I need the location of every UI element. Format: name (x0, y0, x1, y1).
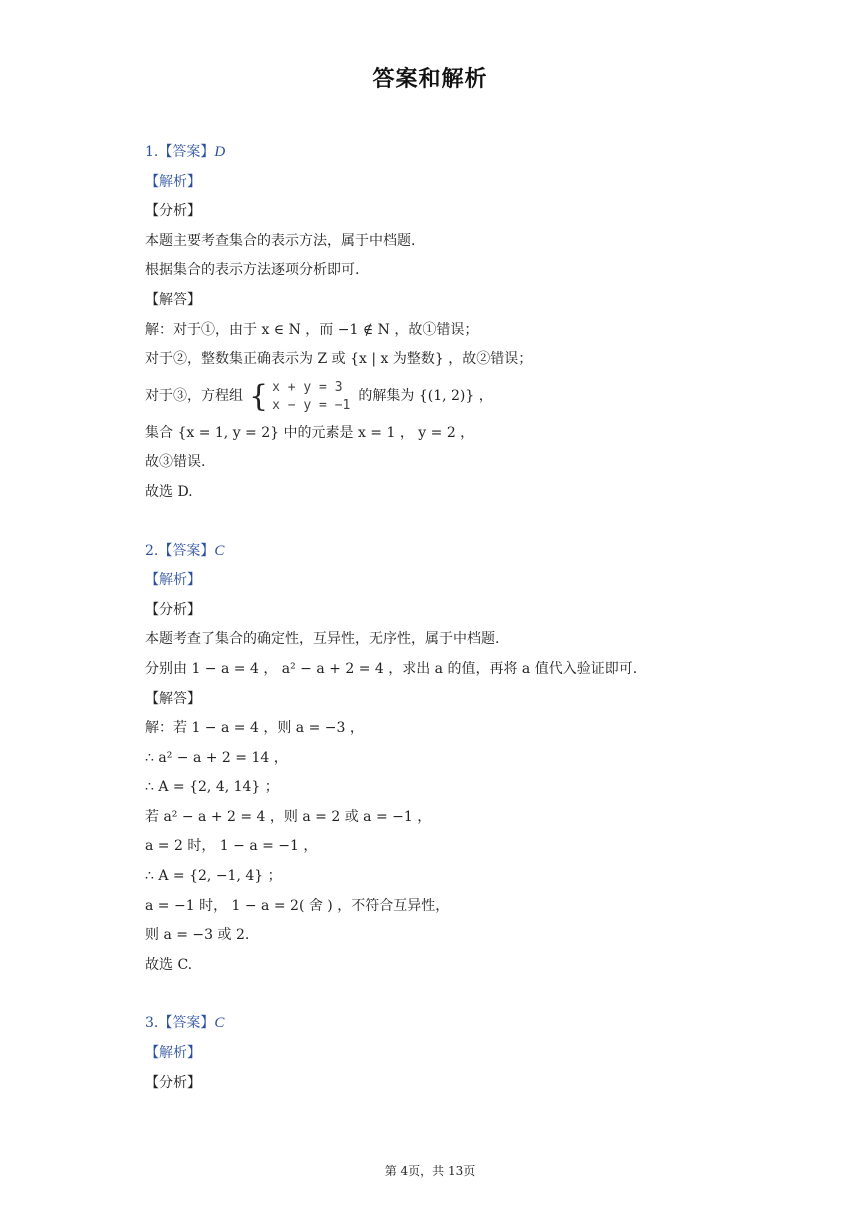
page-footer: 第 4页，共 13页 (384, 1164, 476, 1178)
page-title: 答案和解析 (372, 67, 488, 92)
q3-fenxi-tag: 【分析】 (145, 1074, 201, 1091)
solutions-body (145, 138, 745, 1098)
q2-solution-line: 则 a = −3 或 2. (145, 927, 250, 944)
equation-row: x + y = 3 (272, 379, 343, 395)
q2-answer-tag: 【答案】 (158, 542, 215, 559)
q2-number: 2. (145, 542, 159, 559)
q1-system-suffix: 的解集为 {(1, 2)} ， (358, 387, 493, 404)
q1-fenxi-line: 本题主要考查集合的表示方法，属于中档题. (145, 232, 416, 249)
q2-solution-line: 若 a² − a + 2 = 4 ，则 a = 2 或 a = −1 ， (145, 808, 432, 825)
q2-solution-line: ∴ a² − a + 2 = 14 ， (145, 749, 288, 766)
q1-conclusion: 故选 D. (145, 483, 193, 500)
q2-answer-line (145, 537, 745, 567)
q2-solution-line: ∴ A = {2, 4, 14} ； (145, 779, 279, 796)
q3-jiexi-tag: 【解析】 (145, 1045, 201, 1062)
q1-jieda-tag: 【解答】 (145, 291, 201, 308)
q3-answer-tag: 【答案】 (158, 1015, 215, 1032)
q1-solution-line: 对于②，整数集正确表示为 Z 或 {x | x 为整数} ，故②错误； (145, 351, 533, 368)
equation-system (272, 379, 350, 415)
q2-solution-line: ∴ A = {2, −1, 4} ； (145, 868, 282, 885)
q2-answer: C (214, 542, 225, 559)
q1-solution-line: 解：对于①，由于 x ∈ N ，而 −1 ∉ N ，故①错误； (145, 321, 479, 338)
q2-solution-line: a = 2 时， 1 − a = −1 ， (145, 838, 318, 855)
q2-conclusion: 故选 C. (145, 956, 193, 973)
q1-solution-line: 故③错误. (145, 454, 206, 471)
q2-jieda-tag: 【解答】 (145, 690, 201, 707)
q2-solution-line: 解：若 1 − a = 4 ，则 a = −3 ， (145, 720, 364, 737)
q1-jiexi-tag: 【解析】 (145, 173, 201, 190)
left-brace-icon: { (249, 378, 269, 414)
q1-answer-tag: 【答案】 (158, 144, 215, 160)
q2-jiexi-tag: 【解析】 (145, 572, 201, 589)
q2-fenxi-line: 本题考查了集合的确定性，互异性，无序性，属于中档题. (145, 631, 500, 648)
q1-answer-line (145, 138, 745, 168)
q2-fenxi-tag: 【分析】 (145, 601, 201, 618)
q1-fenxi-line: 根据集合的表示方法逐项分析即可. (145, 262, 360, 279)
q3-answer-line (145, 1009, 745, 1039)
q1-solution-line: 集合 {x = 1, y = 2} 中的元素是 x = 1 ， y = 2 ， (145, 424, 475, 441)
q1-fenxi-tag: 【分析】 (145, 203, 201, 220)
q3-answer: C (214, 1015, 225, 1032)
q3-number: 3. (145, 1015, 159, 1032)
q1-system-line (145, 375, 745, 419)
q1-number: 1. (145, 144, 159, 160)
equation-row: x − y = −1 (272, 397, 351, 413)
q1-system-prefix: 对于③，方程组 (145, 387, 243, 404)
q2-solution-line: a = −1 时， 1 − a = 2( 舍 ) ，不符合互异性， (145, 897, 450, 914)
q2-fenxi-line: 分别由 1 − a = 4 ， a² − a + 2 = 4 ，求出 a 的值，再将 a 值代入验证即可. (145, 660, 638, 677)
q1-answer: D (214, 144, 226, 160)
